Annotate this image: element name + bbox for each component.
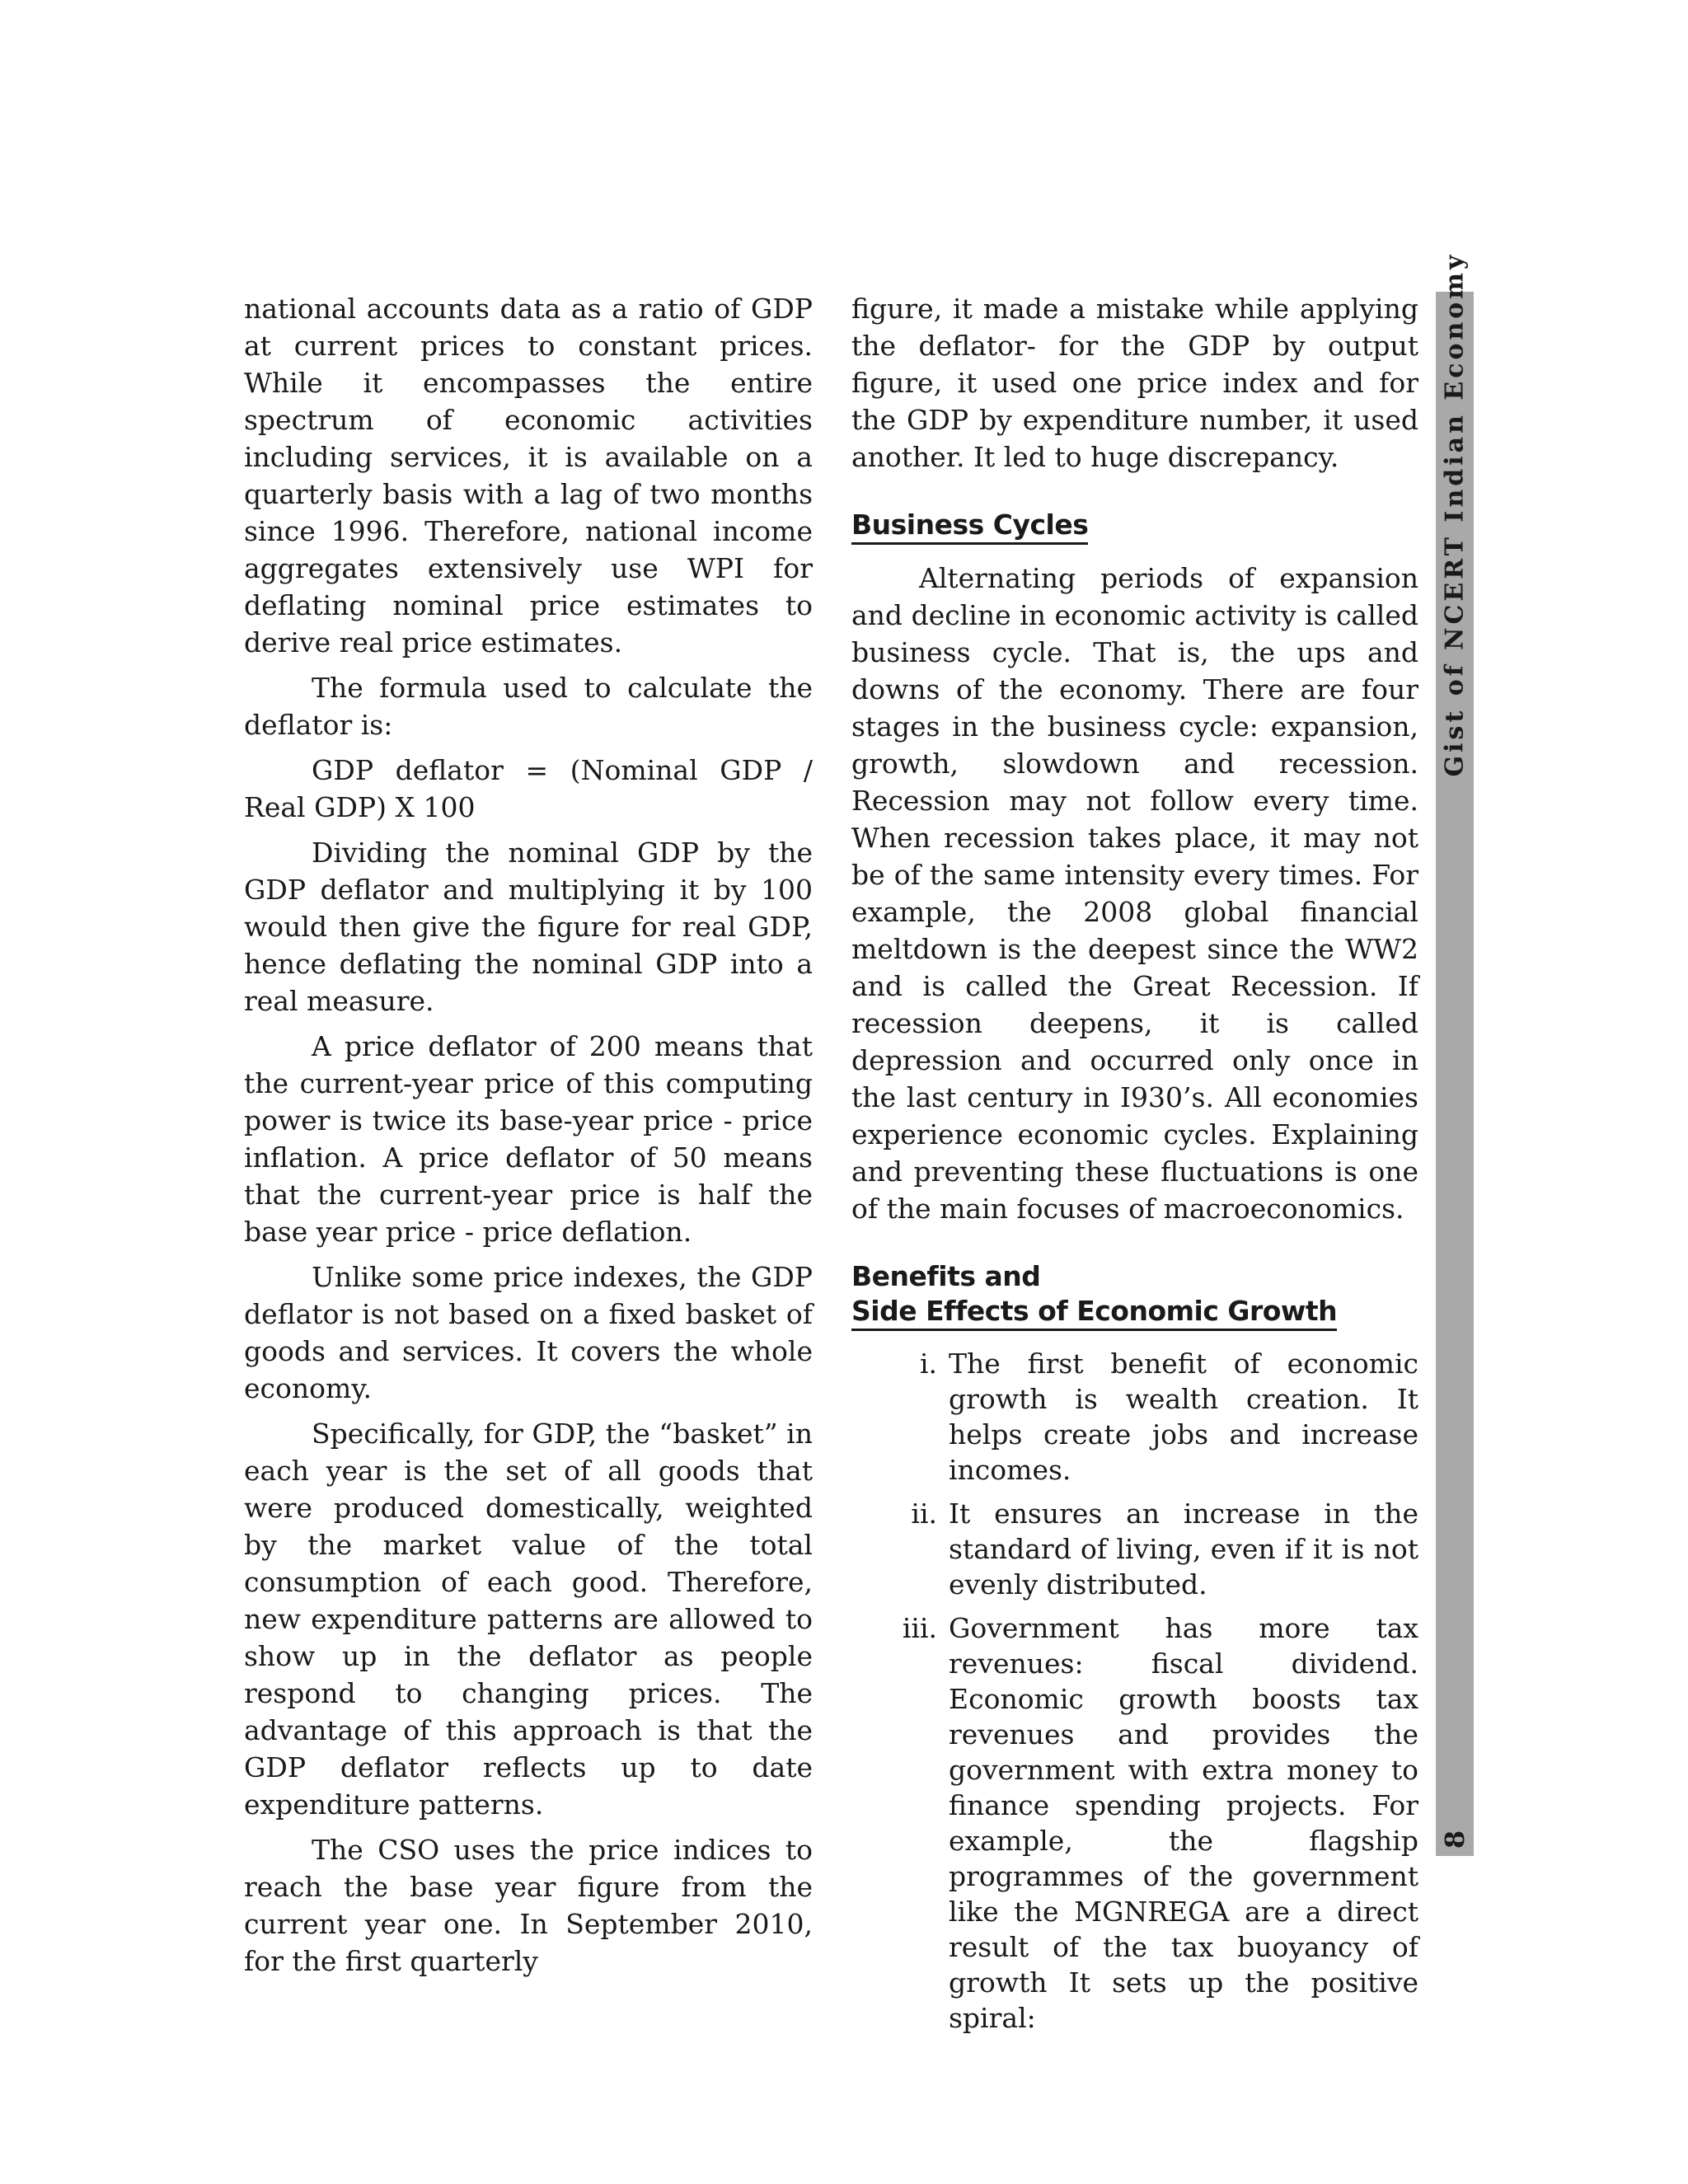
paragraph: Specifically, for GDP, the “basket” in each year is the set of all goods that were produced domestically, weighted by the market value of the total consumption of each good. Therefore, new expenditure patterns are allowed to show up in the deflator as people respond to changing prices. The advantage of this approach is that the GDP deflator reflects up to date expenditure patterns. [244,1418,813,1821]
section-heading-benefits [851,1260,1418,1328]
list-text: It ensures an increase in the standard of living, even if it is not evenly distributed. [949,1497,1418,1601]
list-number: ii. [911,1497,937,1530]
running-title [1436,251,1474,777]
paragraph: Dividing the nominal GDP by the GDP deflator and multiplying it by 100 would then give the figure for real GDP, hence deflating the nominal GDP into a real measure. [244,837,813,1017]
list-item [851,1496,1418,1602]
list-item [851,1346,1418,1488]
right-column [851,290,1418,2044]
list-item [851,1610,1418,2036]
list-text: Government has more tax revenues: fiscal dividend. Economic growth boosts tax revenues and provides the government with extra money to finance spending projects. For example, the flagship programmes of the government like the MGNREGA are a direct result of the tax buoyancy of growth It sets up the positive spiral: [949,1612,1418,2034]
paragraph: The CSO uses the price indices to reach the base year figure from the current year one. In September 2010, for the first quarterly [244,1834,813,1977]
paragraph: figure, it made a mistake while applying the deflator- for the GDP by output figure, it used one price index and for the GDP by expenditure number, it used another. It led to huge discrepancy. [851,293,1418,473]
left-column [244,290,813,1988]
running-title-text: Gist of NCERT Indian Economy [1440,251,1470,777]
benefits-list [851,1346,1418,2036]
paragraph: Unlike some price indexes, the GDP deflator is not based on a fixed basket of goods and services. It covers the whole economy. [244,1261,813,1404]
list-text: The first benefit of economic growth is wealth creation. It helps create jobs and increase incomes. [949,1347,1418,1486]
paragraph: national accounts data as a ratio of GDP at current prices to constant prices. While it encompasses the entire spectrum of economic activities including services, it is available on a quarterly basis with a lag of two months since 1996. Therefore, national income aggregates extensively use WPI for deflating nominal price estimates to derive real price estimates. [244,293,813,658]
heading-text-line-1: Benefits and [851,1260,1041,1292]
paragraph: A price deflator of 200 means that the current-year price of this computing power is twice its base-year price - price inflation. A price deflator of 50 means that the current-year price is half the base year price - price deflation. [244,1030,813,1248]
paragraph: The formula used to calculate the deflator is: [244,672,813,741]
heading-text-line-2: Side Effects of Economic Growth [851,1295,1337,1331]
list-number: i. [919,1347,937,1380]
page-number-text: 8 [1439,1830,1470,1849]
page-number [1436,1821,1474,1858]
paragraph: Alternating periods of expansion and decline in economic activity is called business cycle. That is, the ups and downs of the economy. There are four stages in the business cycle: expansion, growth, slowdown and recession. Recession may not follow every time. When recession takes place, it may not be of the same intensity every times. For example, the 2008 global financial meltdown is the deepest since the WW2 and is called the Great Recession. If recession deepens, it is called depression and occurred only once in the last century in I930’s. All economies experience economic cycles. Explaining and preventing these fluctuations is one of the main focuses of macroeconomics. [851,562,1418,1225]
heading-text: Business Cycles [851,509,1088,545]
section-heading-business-cycles [851,509,1418,541]
list-number: iii. [902,1612,937,1644]
formula: GDP deflator = (Nominal GDP / Real GDP) X 100 [244,754,813,823]
